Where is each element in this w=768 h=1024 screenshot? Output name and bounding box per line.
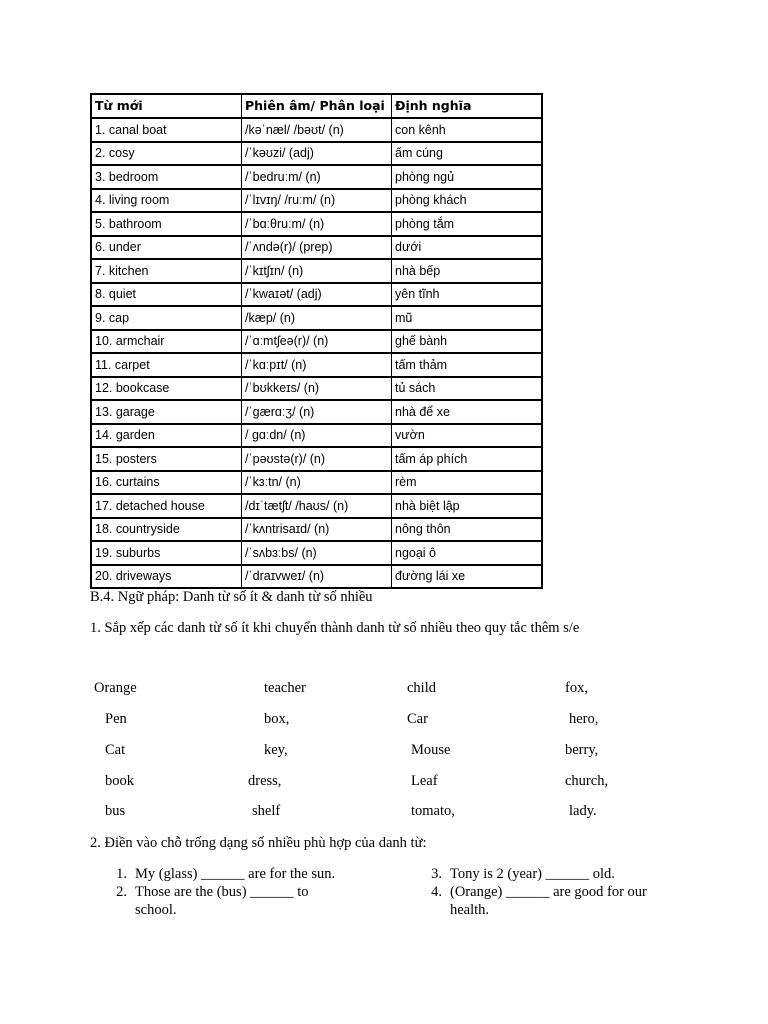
- exercise-text: Those are the (bus) ______ to school.: [135, 884, 309, 918]
- cell-definition: phòng khách: [392, 189, 543, 213]
- table-row: [91, 494, 542, 518]
- task1-word: hero,: [569, 711, 599, 727]
- cell-word: 19. suburbs: [91, 541, 242, 565]
- cell-phonetic: /ˈbɑːθruːm/ (n): [242, 212, 392, 236]
- cell-phonetic: / ɡɑːdn/ (n): [242, 424, 392, 448]
- table-row: [91, 541, 542, 565]
- cell-word: 20. driveways: [91, 565, 242, 589]
- cell-phonetic: /ˈbedruːm/ (n): [242, 165, 392, 189]
- task1-word: box,: [264, 711, 290, 727]
- cell-phonetic: /ˈpəʊstə(r)/ (n): [242, 447, 392, 471]
- task1-word: Cat: [105, 742, 126, 758]
- exercise-text: (Orange) ______ are good for our health.: [450, 884, 647, 918]
- cell-word: 4. living room: [91, 189, 242, 213]
- task1-word: Car: [407, 711, 428, 727]
- header-word: Từ mới: [91, 94, 242, 118]
- task1-word: fox,: [565, 680, 588, 696]
- table-header-row: [91, 94, 542, 118]
- table-row: [91, 236, 542, 260]
- table-row: [91, 471, 542, 495]
- task1-word: tomato,: [411, 803, 455, 819]
- cell-definition: ghế bành: [392, 330, 543, 354]
- table-row: [91, 330, 542, 354]
- cell-definition: rèm: [392, 471, 543, 495]
- cell-definition: phòng tắm: [392, 212, 543, 236]
- cell-word: 9. cap: [91, 306, 242, 330]
- cell-definition: tấm áp phích: [392, 447, 543, 471]
- cell-phonetic: /kæp/ (n): [242, 306, 392, 330]
- task1-word: lady.: [569, 803, 597, 819]
- exercise-item: [105, 883, 365, 919]
- task1-word: child: [407, 680, 436, 696]
- cell-phonetic: /ˈkʌntrisaɪd/ (n): [242, 518, 392, 542]
- cell-word: 11. carpet: [91, 353, 242, 377]
- exercise-text: My (glass) ______ are for the sun.: [135, 866, 336, 882]
- table-row: [91, 142, 542, 166]
- exercise-text: Tony is 2 (year) ______ old.: [450, 866, 615, 882]
- cell-phonetic: /ˈkwaɪət/ (adj): [242, 283, 392, 307]
- cell-phonetic: /ˈdraɪvweɪ/ (n): [242, 565, 392, 589]
- cell-phonetic: /ˈlɪvɪŋ/ /ruːm/ (n): [242, 189, 392, 213]
- cell-word: 15. posters: [91, 447, 242, 471]
- table-row: [91, 118, 542, 142]
- task1-word: teacher: [264, 680, 306, 696]
- cell-word: 5. bathroom: [91, 212, 242, 236]
- cell-word: 13. garage: [91, 400, 242, 424]
- task1-word: Mouse: [411, 742, 451, 758]
- cell-word: 14. garden: [91, 424, 242, 448]
- cell-phonetic: /ˈɡærɑːʒ/ (n): [242, 400, 392, 424]
- cell-definition: vườn: [392, 424, 543, 448]
- cell-definition: tấm thảm: [392, 353, 543, 377]
- cell-word: 2. cosy: [91, 142, 242, 166]
- table-row: [91, 518, 542, 542]
- cell-definition: yên tĩnh: [392, 283, 543, 307]
- cell-definition: đường lái xe: [392, 565, 543, 589]
- cell-phonetic: /ˈkəʊzi/ (adj): [242, 142, 392, 166]
- task2-instruction: 2. Điền vào chỗ trống dạng số nhiều phù hợp của danh từ:: [90, 835, 427, 851]
- table-row: [91, 165, 542, 189]
- cell-definition: ấm cúng: [392, 142, 543, 166]
- cell-definition: phòng ngủ: [392, 165, 543, 189]
- cell-phonetic: /ˈkɑːpɪt/ (n): [242, 353, 392, 377]
- section-title: B.4. Ngữ pháp: Danh từ số ít & danh từ số nhiều: [90, 589, 373, 605]
- table-row: [91, 377, 542, 401]
- task1-word: shelf: [252, 803, 281, 819]
- table-row: [91, 424, 542, 448]
- table-row: [91, 565, 542, 589]
- cell-definition: dưới: [392, 236, 543, 260]
- cell-word: 3. bedroom: [91, 165, 242, 189]
- cell-word: 8. quiet: [91, 283, 242, 307]
- cell-definition: mũ: [392, 306, 543, 330]
- cell-word: 7. kitchen: [91, 259, 242, 283]
- cell-definition: nông thôn: [392, 518, 543, 542]
- table-row: [91, 447, 542, 471]
- exercise-item: [105, 865, 365, 883]
- task1-word: berry,: [565, 742, 599, 758]
- cell-phonetic: /kəˈnæl/ /bəʊt/ (n): [242, 118, 392, 142]
- task1-word: Pen: [105, 711, 127, 727]
- table-row: [91, 259, 542, 283]
- cell-phonetic: /ˈkɪtʃɪn/ (n): [242, 259, 392, 283]
- table-row: [91, 306, 542, 330]
- cell-definition: ngoại ô: [392, 541, 543, 565]
- header-definition: Định nghĩa: [392, 94, 543, 118]
- task1-word: church,: [565, 773, 609, 789]
- vocabulary-table: [90, 93, 543, 589]
- cell-word: 6. under: [91, 236, 242, 260]
- cell-word: 10. armchair: [91, 330, 242, 354]
- task1-word: book: [105, 773, 134, 789]
- cell-definition: nhà biệt lập: [392, 494, 543, 518]
- task1-word: dress,: [248, 773, 282, 789]
- exercise-number: 1.: [116, 866, 127, 882]
- cell-phonetic: /ˈsʌbɜːbs/ (n): [242, 541, 392, 565]
- task1-word: Leaf: [411, 773, 438, 789]
- exercise-item: [420, 865, 700, 883]
- cell-definition: con kênh: [392, 118, 543, 142]
- task1-word: bus: [105, 803, 126, 819]
- cell-word: 12. bookcase: [91, 377, 242, 401]
- exercise-number: 3.: [431, 866, 442, 882]
- exercise-item: [420, 883, 700, 919]
- table-row: [91, 353, 542, 377]
- table-row: [91, 189, 542, 213]
- cell-phonetic: /ˈɑːmtʃeə(r)/ (n): [242, 330, 392, 354]
- header-phonetic: Phiên âm/ Phân loại: [242, 94, 392, 118]
- cell-word: 16. curtains: [91, 471, 242, 495]
- table-row: [91, 400, 542, 424]
- cell-phonetic: /ˈkɜːtn/ (n): [242, 471, 392, 495]
- table-row: [91, 283, 542, 307]
- cell-phonetic: /ˈbʊkkeɪs/ (n): [242, 377, 392, 401]
- cell-definition: tủ sách: [392, 377, 543, 401]
- task1-word: Orange: [94, 680, 137, 696]
- cell-word: 17. detached house: [91, 494, 242, 518]
- vocabulary-table-body: [91, 118, 542, 588]
- cell-phonetic: /dɪˈtætʃt/ /haʊs/ (n): [242, 494, 392, 518]
- cell-definition: nhà bếp: [392, 259, 543, 283]
- exercise-number: 2.: [116, 884, 127, 900]
- exercise-number: 4.: [431, 884, 442, 900]
- task1-instruction: 1. Sắp xếp các danh từ số ít khi chuyển thành danh từ số nhiều theo quy tắc thêm s/e: [90, 620, 580, 636]
- table-row: [91, 212, 542, 236]
- task1-word: key,: [264, 742, 288, 758]
- cell-word: 18. countryside: [91, 518, 242, 542]
- cell-word: 1. canal boat: [91, 118, 242, 142]
- cell-definition: nhà để xe: [392, 400, 543, 424]
- cell-phonetic: /ˈʌndə(r)/ (prep): [242, 236, 392, 260]
